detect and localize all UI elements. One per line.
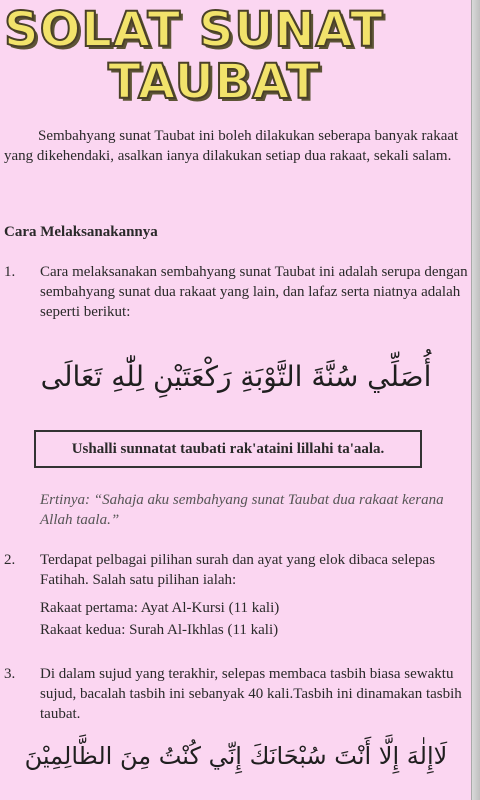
intro-paragraph: Sembahyang sunat Taubat ini boleh dilakukan seberapa banyak rakaat yang dikehendaki, asalkan ianya dilakukan setiap dua rakaat, sekali salam. (4, 128, 459, 164)
item-text: Cara melaksanakan sembahyang sunat Taubat ini adalah serupa dengan sembahyang sunat dua rakaat yang lain, dan lafaz serta niatnya adalah seperti berikut: (40, 264, 468, 320)
rakaat-kedua: Rakaat kedua: Surah Al-Ikhlas (11 kali) (40, 622, 279, 638)
item-number: 3. (4, 666, 16, 682)
item-text: Di dalam sujud yang terakhir, selepas membaca tasbih biasa sewaktu sujud, bacalah tasbih ini sebanyak 40 kali.Tasbih ini dinamakan tasbih taubat. (40, 666, 462, 722)
list-item (4, 262, 470, 322)
page-edge (471, 0, 480, 800)
arabic-tasbih: لَاإِلٰهَ إِلَّا أَنْتَ سُبْحَانَكَ إِنِّي كُنْتُ مِنَ الظَّالِمِيْنَ (24, 742, 448, 770)
transliteration-text: Ushalli sunnatat taubati rak'ataini lillahi ta'aala. (71, 440, 385, 457)
title-line-2: TAUBAT (108, 54, 321, 110)
translation-text: Ertinya: “Sahaja aku sembahyang sunat Taubat dua rakaat kerana Allah taala.” (40, 492, 444, 528)
arabic-niat: أُصَلِّي سُنَّةَ التَّوْبَةِ رَكْعَتَيْنِ لِلّٰهِ تَعَالَى (40, 360, 432, 393)
list-item (4, 550, 470, 590)
list-item (4, 664, 470, 724)
section-heading: Cara Melaksanakannya (4, 224, 158, 240)
item-number: 2. (4, 552, 16, 568)
title-line-1: SOLAT SUNAT (4, 2, 384, 58)
transliteration-box (34, 430, 422, 468)
rakaat-pertama: Rakaat pertama: Ayat Al-Kursi (11 kali) (40, 600, 280, 616)
item-number: 1. (4, 264, 16, 280)
item-text: Terdapat pelbagai pilihan surah dan ayat yang elok dibaca selepas Fatihah. Salah satu pilihan ialah: (40, 552, 436, 588)
